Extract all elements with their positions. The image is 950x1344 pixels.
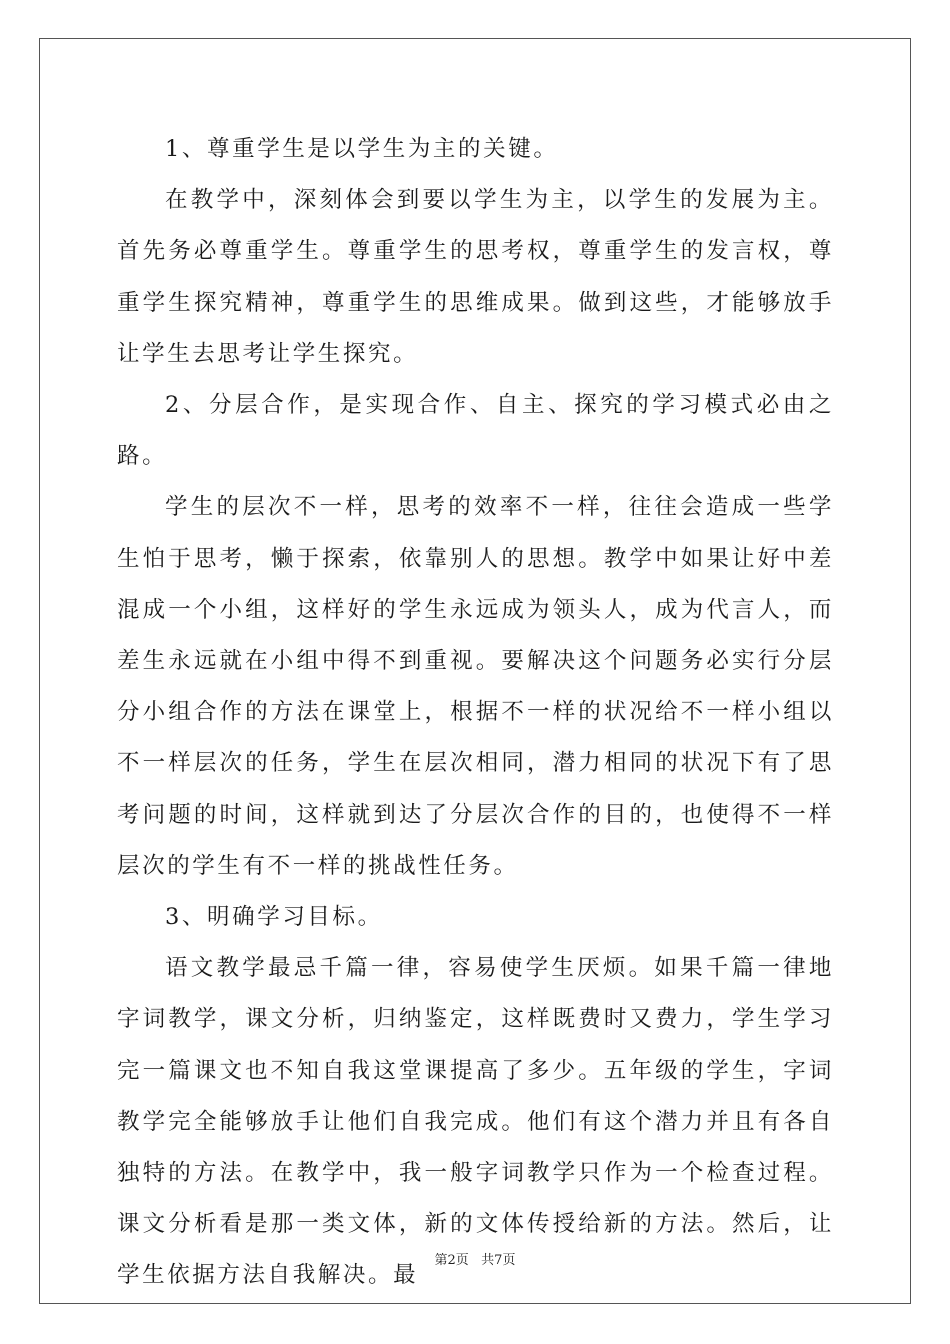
body-paragraph-3: 语文教学最忌千篇一律，容易使学生厌烦。如果千篇一律地字词教学，课文分析，归纳鉴定，这样既费时又费力，学生学习完一篇课文也不知自我这堂课提高了多少。五年级的学生，字词教学完全能够放手让他们自我完成。他们有这个潜力并且有各自独特的方法。在教学中，我一般字词教学只作为一个检查过程。课文分析看是那一类文体，新的文体传授给新的方法。然后，让学生依据方法自我解决。最	[117, 955, 834, 1289]
section-heading-2: 2、分层合作，是实现合作、自主、探究的学习模式必由之路。	[117, 392, 834, 470]
body-paragraph-2: 学生的层次不一样，思考的效率不一样，往往会造成一些学生怕于思考，懒于探索，依靠别人的思想。教学中如果让好中差混成一个小组，这样好的学生永远成为领头人，成为代言人，而差生永远就在小组中得不到重视。要解决这个问题务必实行分层分小组合作的方法在课堂上，根据不一样的状况给不一样小组以不一样层次的任务，学生在层次相同，潜力相同的状况下有了思考问题的时间，这样就到达了分层次合作的目的，也使得不一样层次的学生有不一样的挑战性任务。	[117, 494, 834, 879]
body-paragraph-1: 在教学中，深刻体会到要以学生为主，以学生的发展为主。首先务必尊重学生。尊重学生的思考权，尊重学生的发言权，尊重学生探究精神，尊重学生的思维成果。做到这些，才能够放手让学生去思考让学生探究。	[117, 187, 834, 367]
section-heading-1: 1、尊重学生是以学生为主的关键。	[165, 136, 559, 162]
page-number-footer: 第2页 共7页	[434, 1253, 516, 1268]
document-body	[117, 124, 834, 1302]
section-heading-3: 3、明确学习目标。	[165, 904, 383, 931]
